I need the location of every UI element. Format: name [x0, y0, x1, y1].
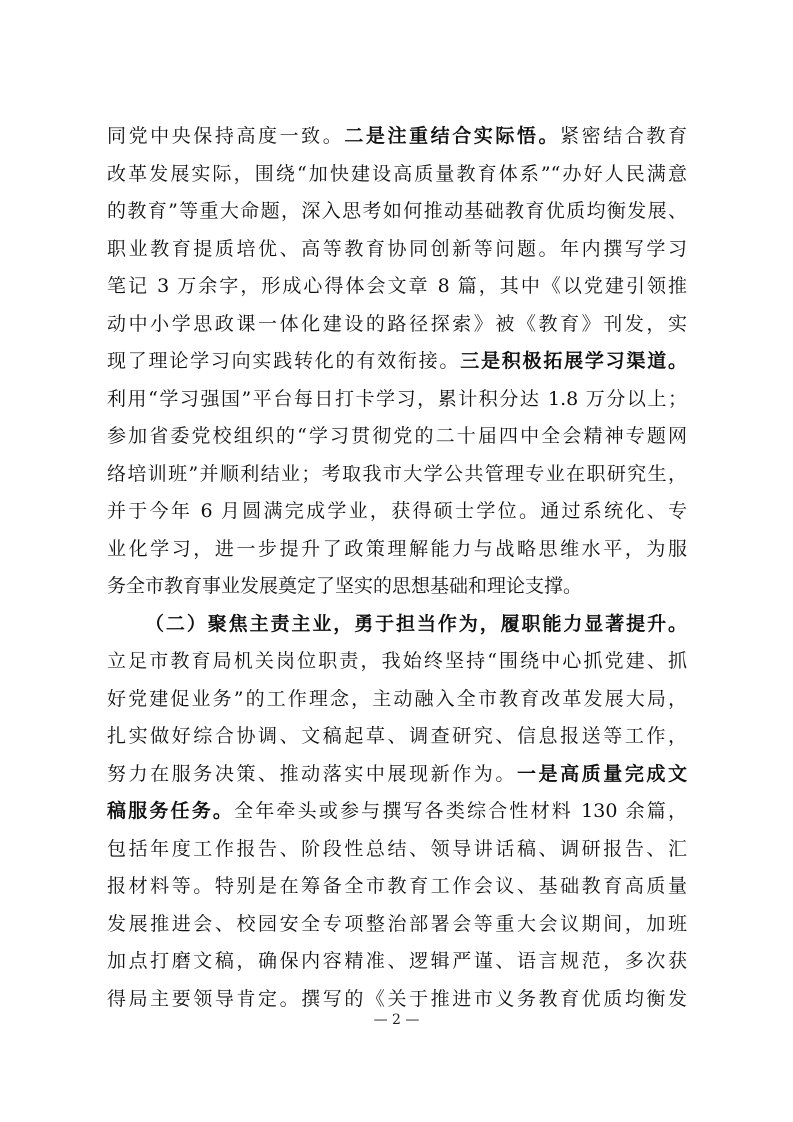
- body-text-segment: 加点打磨文稿，确保内容精准、逻辑严谨、语言规范，多次获: [107, 950, 687, 972]
- body-text-segment: 动中小学思政课一体化建设的路径探索》被《教育》刊发，实: [107, 312, 687, 335]
- section-heading-line: [107, 606, 687, 644]
- body-text-segment: 参加省委党校组织的“学习贯彻党的二十届四中全会精神专题网: [107, 425, 687, 447]
- paragraph-line: [107, 831, 687, 869]
- body-text-segment: 并于今年 6 月圆满完成学业，获得硕士学位。通过系统化、专: [107, 500, 687, 522]
- paragraph-line: [107, 268, 687, 306]
- body-text-segment: 的教育”等重大命题，深入思考如何推动基础教育优质均衡发展、: [107, 200, 687, 222]
- body-text-segment: 好党建促业务”的工作理念，主动融入全市教育改革发展大局，: [107, 687, 687, 710]
- paragraph-line: [107, 868, 687, 906]
- paragraph-line: [107, 118, 687, 156]
- paragraph-line: [107, 943, 687, 981]
- paragraph-line: [107, 156, 687, 194]
- body-text-segment: 改革发展实际，围绕“加快建设高质量教育体系”“办好人民满意: [107, 162, 687, 185]
- paragraph-line: [107, 568, 687, 606]
- emphasis-text: 三是积极拓展学习渠道。: [460, 350, 687, 372]
- paragraph-line: [107, 756, 687, 794]
- body-text-segment: 利用“学习强国”平台每日打卡学习，累计积分达 1.8 万分以上；: [107, 387, 687, 410]
- body-text-segment: 努力在服务决策、推动落实中展现新作为。: [107, 762, 517, 785]
- paragraph-line: [107, 493, 687, 531]
- body-text-segment: 笔记 3 万余字，形成心得体会文章 8 篇，其中《以党建引领推: [107, 275, 687, 297]
- paragraph-line: [107, 793, 687, 831]
- paragraph-line: [107, 306, 687, 344]
- paragraph-line: [107, 343, 687, 381]
- body-text: [107, 118, 687, 1018]
- body-text-segment: 发展推进会、校园安全专项整治部署会等重大会议期间，加班: [107, 912, 687, 935]
- paragraph-line: [107, 906, 687, 944]
- paragraph-line: [107, 231, 687, 269]
- body-text-segment: 紧密结合教育: [560, 125, 687, 147]
- paragraph-line: [107, 718, 687, 756]
- body-text-segment: 现了理论学习向实践转化的有效衔接。: [107, 350, 461, 372]
- emphasis-text: 二是注重结合实际悟。: [344, 125, 561, 147]
- paragraph-line: [107, 418, 687, 456]
- body-text-segment: 得局主要领导肯定。撰写的《关于推进市义务教育优质均衡发: [107, 987, 687, 1010]
- paragraph-line: [107, 643, 687, 681]
- emphasis-text: 一是高质量完成文: [516, 762, 687, 785]
- emphasis-text: 稿服务任务。: [107, 800, 235, 822]
- body-text-segment: 络培训班”并顺利结业；考取我市大学公共管理专业在职研究生，: [107, 462, 687, 485]
- page-number: — 2 —: [373, 1012, 420, 1028]
- emphasis-text: （二）聚焦主责主业，勇于担当作为，履职能力显著提升。: [145, 612, 687, 635]
- paragraph-line: [107, 193, 687, 231]
- body-text-segment: 同党中央保持高度一致。: [107, 125, 345, 147]
- body-text-segment: 业化学习，进一步提升了政策理解能力与战略思维水平，为服: [107, 537, 687, 560]
- body-text-segment: 务全市教育事业发展奠定了坚实的思想基础和理论支撑。: [107, 575, 583, 597]
- body-text-segment: 立足市教育局机关岗位职责，我始终坚持“围绕中心抓党建、抓: [107, 650, 687, 672]
- paragraph-line: [107, 456, 687, 494]
- body-text-segment: 职业教育提质培优、高等教育协同创新等问题。年内撰写学习: [107, 237, 687, 260]
- body-text-segment: 扎实做好综合协调、文稿起草、调查研究、信息报送等工作，: [107, 725, 687, 747]
- body-text-segment: 全年牵头或参与撰写各类综合性材料 130 余篇，: [234, 800, 687, 822]
- paragraph-line: [107, 531, 687, 569]
- paragraph-line: [107, 381, 687, 419]
- paragraph-line: [107, 681, 687, 719]
- body-text-segment: 报材料等。特别是在筹备全市教育工作会议、基础教育高质量: [107, 875, 687, 897]
- body-text-segment: 包括年度工作报告、阶段性总结、领导讲话稿、调研报告、汇: [107, 837, 687, 860]
